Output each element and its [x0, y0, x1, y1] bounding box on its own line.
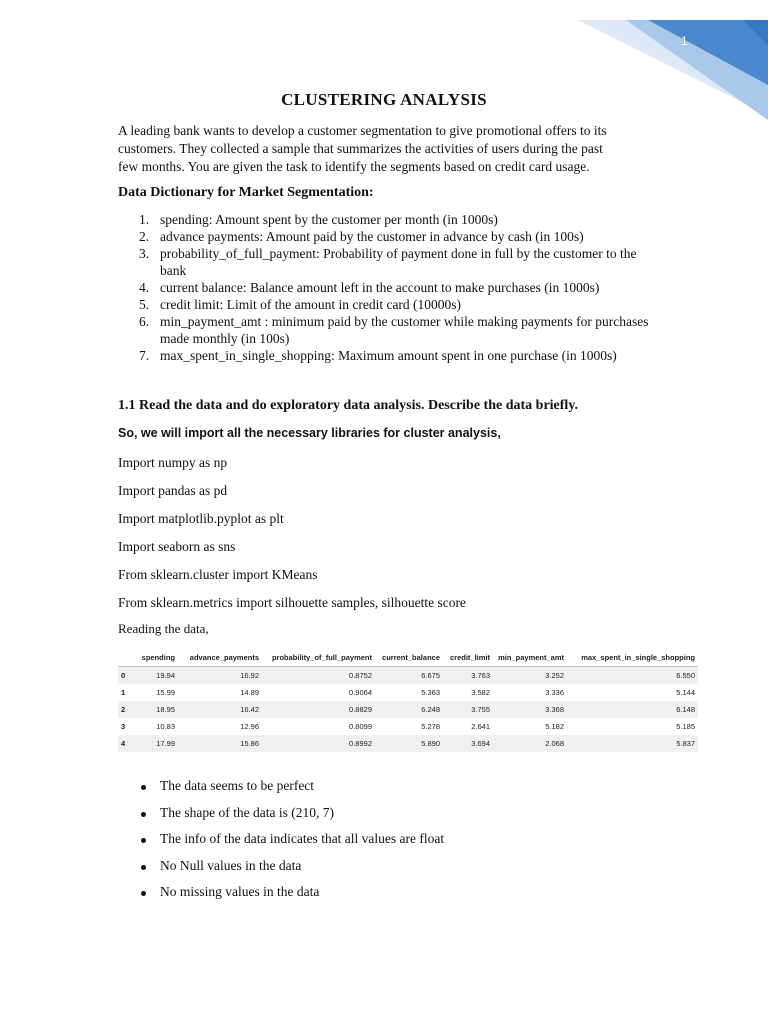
column-header: advance_payments	[178, 650, 262, 667]
observation-item: The info of the data indicates that all values are float	[118, 831, 444, 858]
table-cell: 3.252	[545, 671, 564, 680]
intro-line: few months. You are given the task to identify the segments based on credit card usage.	[118, 159, 590, 174]
table-cell: 5.837	[676, 739, 695, 748]
table-cell: 5.278	[421, 722, 440, 731]
data-dictionary-heading: Data Dictionary for Market Segmentation:	[118, 185, 374, 200]
import-line: Import seaborn as sns	[118, 539, 236, 554]
table-cell: 15.99	[156, 688, 175, 697]
table-cell: 5.890	[421, 739, 440, 748]
table-cell: 3.694	[471, 739, 490, 748]
intro-line: customers. They collected a sample that summarizes the activities of users during the past	[118, 141, 603, 156]
table-cell: 19.94	[156, 671, 175, 680]
column-header: credit_limit	[443, 650, 493, 667]
column-header: probability_of_full_payment	[262, 650, 375, 667]
table-cell: 3.336	[545, 688, 564, 697]
dictionary-item	[118, 296, 658, 313]
dictionary-item	[118, 245, 658, 279]
row-index: 1	[121, 688, 126, 697]
observations-list	[118, 778, 444, 911]
table-row	[118, 684, 698, 701]
dictionary-item	[118, 211, 658, 228]
table-cell: 3.755	[471, 705, 490, 714]
column-header	[118, 650, 136, 667]
row-index: 3	[121, 722, 126, 731]
column-header: max_spent_in_single_shopping	[567, 650, 698, 667]
dictionary-item	[118, 228, 658, 245]
table-cell: 10.83	[156, 722, 175, 731]
row-index: 2	[121, 705, 126, 714]
table-cell: 0.8829	[349, 705, 372, 714]
corner-decoration	[538, 0, 768, 130]
table-cell: 3.368	[545, 705, 564, 714]
table-cell: 18.95	[156, 705, 175, 714]
dictionary-item	[118, 279, 658, 296]
table-row	[118, 667, 698, 685]
table-cell: 16.42	[240, 705, 259, 714]
table-cell: 5.185	[676, 722, 695, 731]
table-cell: 15.86	[240, 739, 259, 748]
intro-paragraph	[118, 122, 648, 176]
table-row	[118, 701, 698, 718]
item-number: 1.	[139, 212, 150, 227]
data-dictionary-list	[118, 211, 658, 364]
row-index: 4	[121, 739, 126, 748]
import-line: Import numpy as np	[118, 455, 228, 470]
table-cell: 2.068	[545, 739, 564, 748]
item-number: 7.	[139, 348, 150, 363]
observation-item: The shape of the data is (210, 7)	[118, 805, 444, 832]
item-number: 5.	[139, 297, 150, 312]
table-cell: 0.8752	[349, 671, 372, 680]
item-text: min_payment_amt : minimum paid by the customer while making payments for purchases made monthly (in 100s)	[160, 314, 649, 346]
item-text: current balance: Balance amount left in the account to make purchases (in 1000s)	[160, 280, 600, 295]
column-header: min_payment_amt	[493, 650, 567, 667]
dictionary-item	[118, 313, 658, 347]
table-cell: 14.89	[240, 688, 259, 697]
document-title: CLUSTERING ANALYSIS	[281, 90, 487, 109]
table-cell: 12.96	[240, 722, 259, 731]
reading-data-label: Reading the data,	[118, 621, 209, 636]
table-cell: 5.144	[676, 688, 695, 697]
import-line: Import matplotlib.pyplot as plt	[118, 511, 284, 526]
page-number: 1	[681, 34, 688, 48]
table-cell: 6.550	[676, 671, 695, 680]
item-number: 6.	[139, 314, 150, 329]
table-cell: 0.9064	[349, 688, 372, 697]
table-cell: 6.675	[421, 671, 440, 680]
row-index: 0	[121, 671, 126, 680]
table-header-row	[118, 650, 698, 667]
item-number: 3.	[139, 246, 150, 261]
item-text: max_spent_in_single_shopping: Maximum amount spent in one purchase (in 1000s)	[160, 348, 617, 363]
dictionary-item	[118, 347, 658, 364]
table-cell: 6.248	[421, 705, 440, 714]
intro-line: A leading bank wants to develop a customer segmentation to give promotional offers to its	[118, 123, 607, 138]
import-line: From sklearn.metrics import silhouette samples, silhouette score	[118, 595, 466, 610]
section-subtitle: So, we will import all the necessary libraries for cluster analysis,	[118, 426, 501, 440]
table-cell: 3.582	[471, 688, 490, 697]
observation-item: No Null values in the data	[118, 858, 444, 885]
table-cell: 0.8099	[349, 722, 372, 731]
table-cell: 5.363	[421, 688, 440, 697]
section-heading: 1.1 Read the data and do exploratory data analysis. Describe the data briefly.	[118, 398, 579, 413]
item-text: spending: Amount spent by the customer per month (in 1000s)	[160, 212, 498, 227]
column-header: spending	[136, 650, 178, 667]
table-cell: 16.92	[240, 671, 259, 680]
table-cell: 5.182	[545, 722, 564, 731]
table-row	[118, 718, 698, 735]
item-text: credit limit: Limit of the amount in credit card (10000s)	[160, 297, 462, 312]
table-cell: 3.763	[471, 671, 490, 680]
observation-item: The data seems to be perfect	[118, 778, 444, 805]
import-line: From sklearn.cluster import KMeans	[118, 567, 318, 582]
observation-item: No missing values in the data	[118, 884, 444, 911]
table-cell: 17.99	[156, 739, 175, 748]
table-row	[118, 735, 698, 752]
table-cell: 0.8992	[349, 739, 372, 748]
item-number: 2.	[139, 229, 150, 244]
item-text: probability_of_full_payment: Probability of payment done in full by the customer to the bank	[160, 246, 637, 278]
item-text: advance payments: Amount paid by the customer in advance by cash (in 100s)	[160, 229, 584, 244]
column-header: current_balance	[375, 650, 443, 667]
dataframe-head-table	[118, 650, 698, 752]
import-line: Import pandas as pd	[118, 483, 228, 498]
table-cell: 6.148	[676, 705, 695, 714]
table-cell: 2.641	[471, 722, 490, 731]
item-number: 4.	[139, 280, 150, 295]
